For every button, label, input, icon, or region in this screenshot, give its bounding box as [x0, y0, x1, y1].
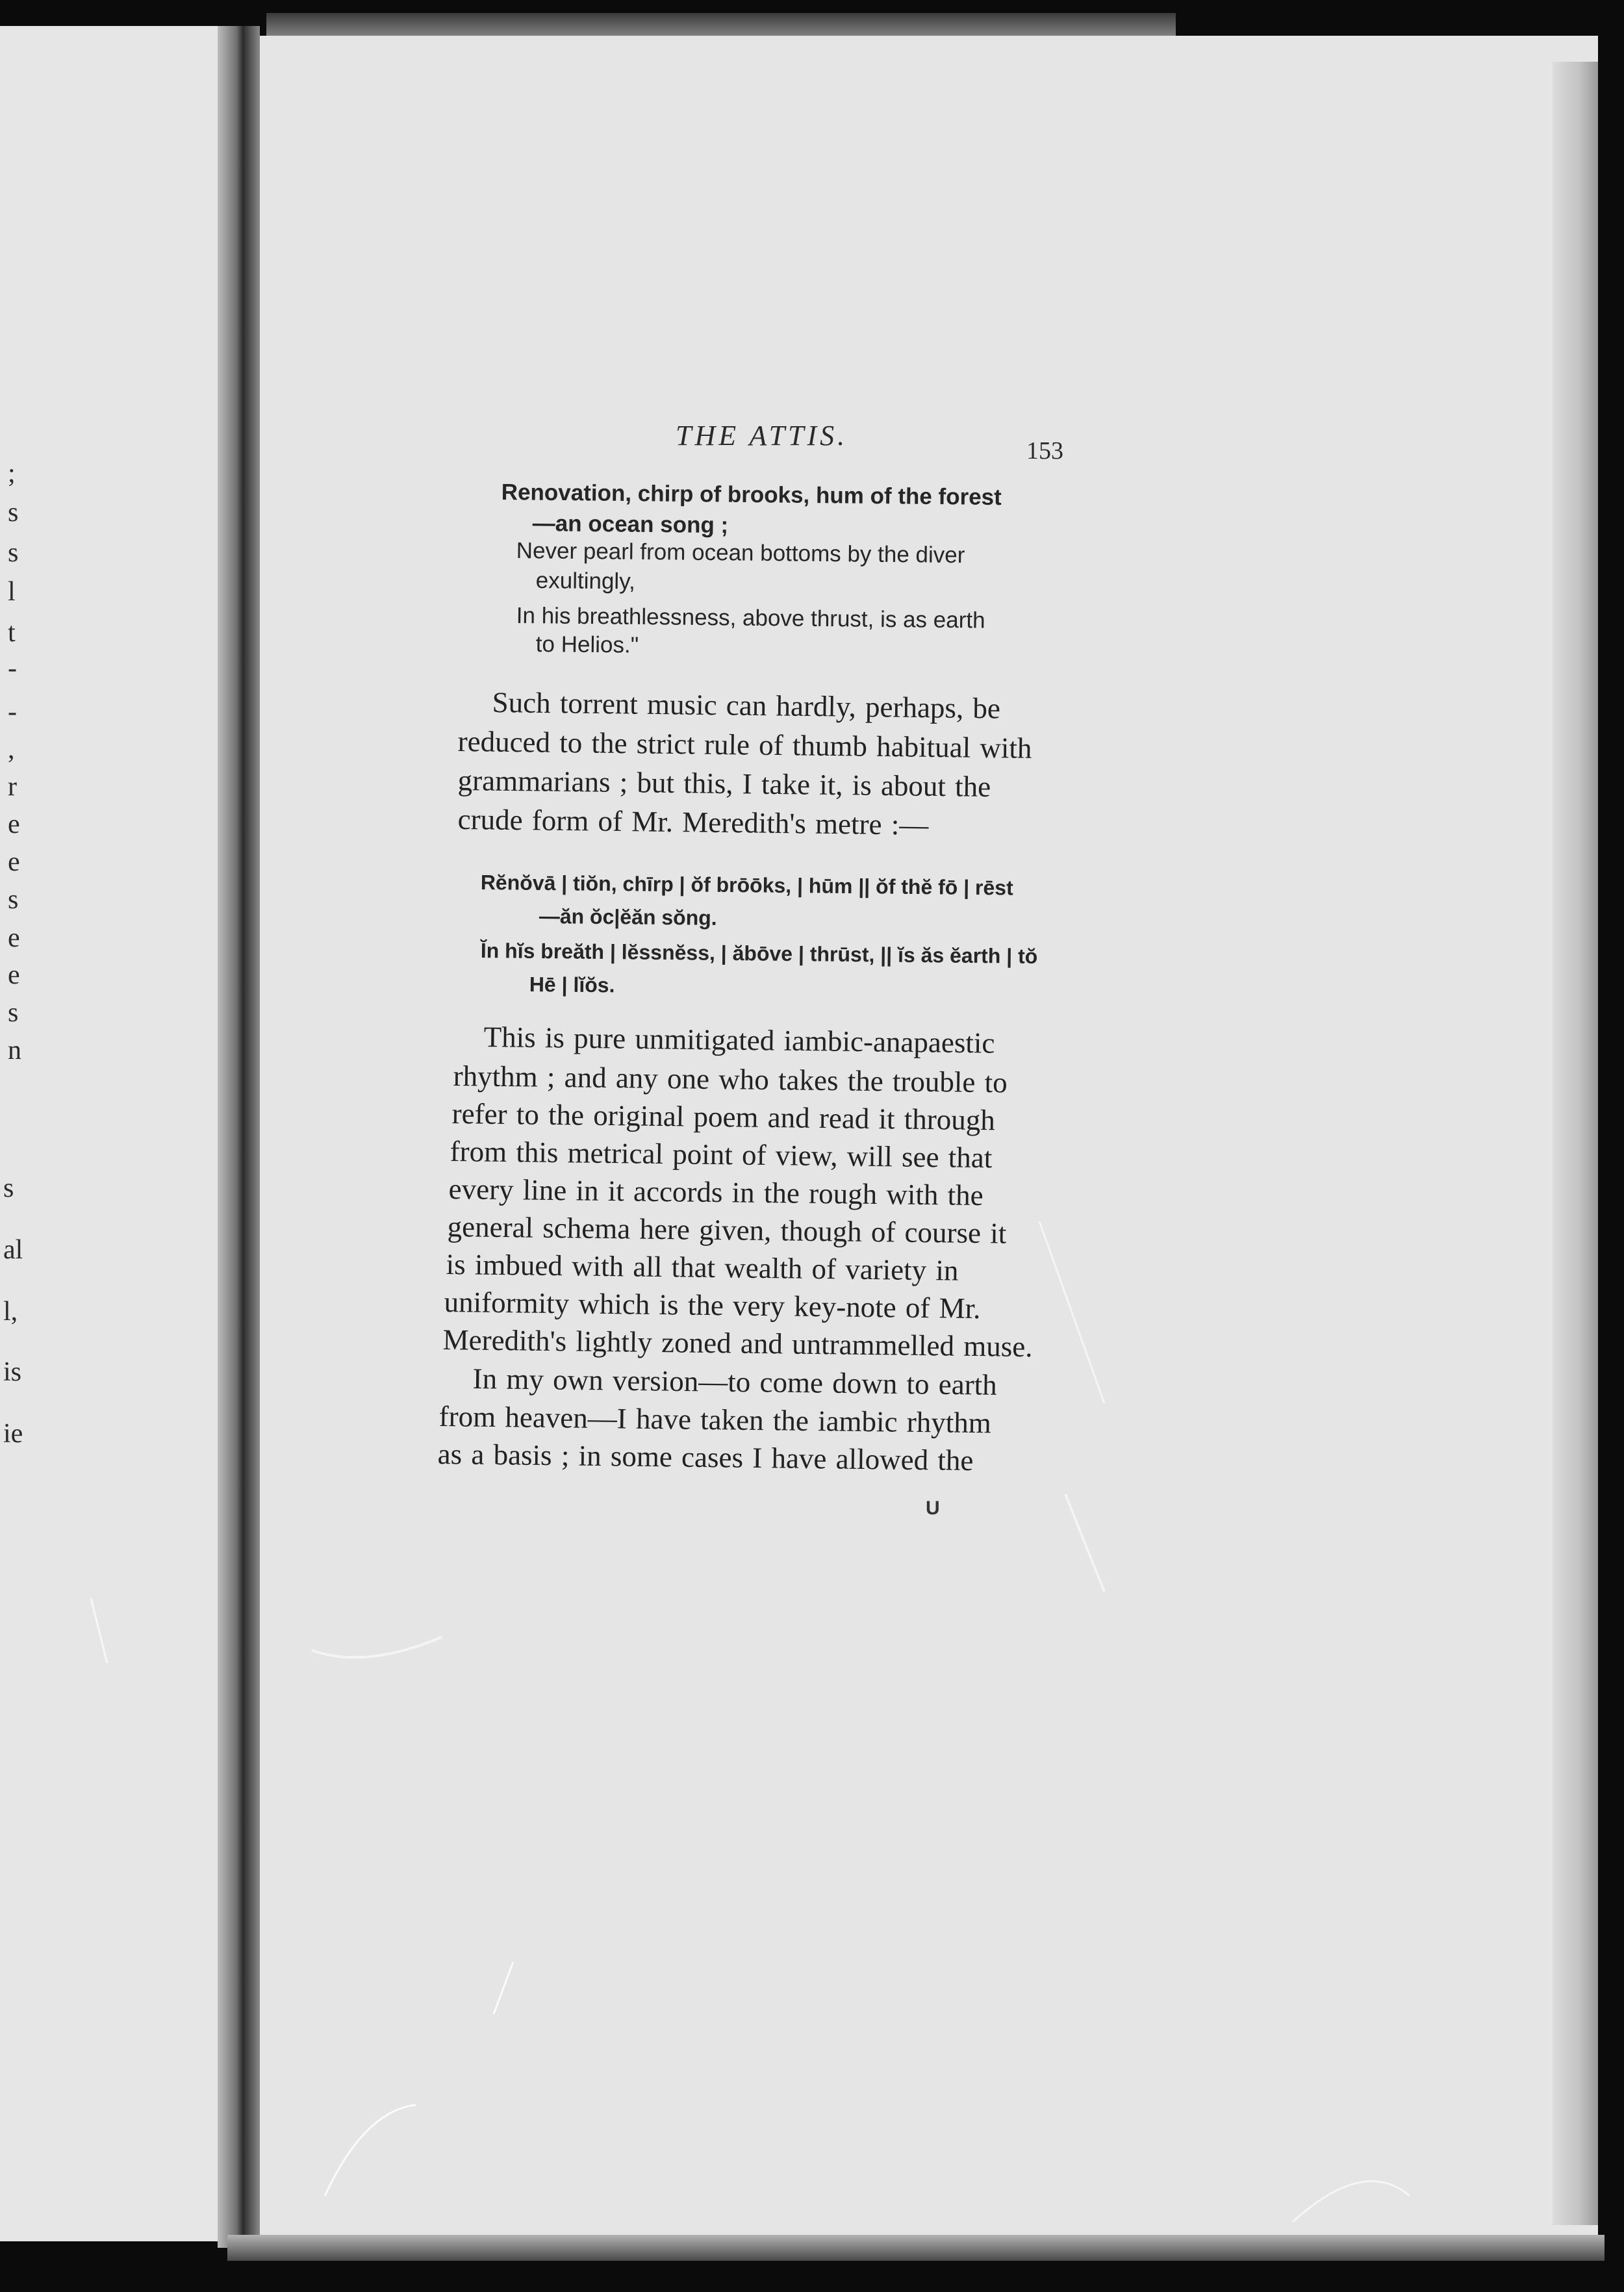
scratch-mark: [1039, 1221, 1104, 1403]
paragraph-line: rhythm ; and any one who takes the trouble to: [453, 1059, 1008, 1099]
paragraph-line: every line in it accords in the rough with the: [448, 1172, 983, 1212]
left-page-fragment: ,: [8, 735, 15, 765]
paragraph-line: uniformity which is the very key-note of Mr.: [444, 1285, 981, 1325]
scansion-line: Hē | lĭŏs.: [529, 973, 615, 997]
left-page-fragment: l: [8, 577, 16, 607]
left-page-fragment: t: [8, 618, 16, 648]
paragraph-line: grammarians ; but this, I take it, is about the: [457, 763, 991, 804]
quote-line: In his breathlessness, above thrust, is as earth: [516, 603, 985, 633]
left-page-fragment: e: [8, 847, 20, 877]
paragraph-line: from heaven—I have taken the iambic rhythm: [438, 1400, 992, 1440]
left-page-fragment: n: [8, 1036, 21, 1065]
left-page-fragment: s: [8, 998, 19, 1028]
quote-line: Never pearl from ocean bottoms by the diver: [516, 538, 965, 568]
scratch-mark: [91, 1598, 107, 1663]
left-page-fragment: s: [8, 498, 19, 528]
paragraph-line: as a basis ; in some cases I have allowed the: [437, 1438, 974, 1477]
left-page-fragment: s: [8, 885, 19, 915]
paragraph-line: Meredith's lightly zoned and untrammelled muse.: [442, 1323, 1033, 1364]
scratch-mark: [1065, 1494, 1104, 1592]
paragraph-line: This is pure unmitigated iambic-anapaestic: [483, 1020, 995, 1060]
left-page-fragment: ie: [3, 1419, 23, 1449]
running-head: THE ATTIS.: [676, 420, 848, 452]
scansion-line: Rĕnŏvā | tiŏn, chīrp | ŏf brōōks, | hūm || ŏf thĕ fō | rēst: [480, 871, 1013, 900]
signature-mark: U: [926, 1497, 940, 1519]
scratch-mark: [312, 1637, 442, 1657]
quote-line: Renovation, chirp of brooks, hum of the forest: [501, 479, 1002, 511]
scansion-line: —ăn ŏc|ĕăn sŏng.: [539, 904, 717, 930]
scratch-mark: [1293, 2182, 1410, 2222]
page-number: 153: [1026, 437, 1063, 465]
left-page-fragment: al: [3, 1235, 23, 1265]
paragraph-line: general schema here given, though of course it: [447, 1210, 1007, 1250]
scansion-line: Ĭn hĭs breăth | lĕssnĕss, | ăbōve | thrūst, || ĭs ăs ĕarth | tŏ: [480, 939, 1038, 968]
paragraph-line: from this metrical point of view, will see that: [450, 1134, 993, 1175]
left-page-fragment: e: [8, 809, 20, 839]
quote-line: exultingly,: [535, 568, 636, 594]
quote-line: to Helios.": [535, 631, 639, 658]
scratch-mark: [325, 2105, 416, 2196]
left-page-fragment: ;: [8, 459, 16, 489]
left-page-fragment: s: [3, 1173, 14, 1203]
left-page-fragment: -: [8, 654, 17, 683]
paragraph-line: Such torrent music can hardly, perhaps, be: [492, 685, 1001, 725]
quote-line: —an ocean song ;: [532, 511, 729, 539]
left-page-fragment: -: [8, 697, 17, 727]
paragraph-line: refer to the original poem and read it through: [451, 1097, 996, 1137]
left-page-fragment: s: [8, 538, 19, 568]
left-page-fragment: e: [8, 960, 20, 990]
left-page-fragment: r: [8, 772, 17, 802]
left-page-fragment: l,: [3, 1297, 18, 1327]
paragraph-line: In my own version—to come down to earth: [472, 1362, 998, 1401]
left-page-fragment: e: [8, 923, 20, 953]
paragraph-line: crude form of Mr. Meredith's metre :—: [457, 802, 929, 841]
left-page-fragment: is: [3, 1357, 22, 1387]
scratch-mark: [494, 1962, 513, 2014]
paragraph-line: reduced to the strict rule of thumb habitual with: [457, 724, 1032, 765]
paragraph-line: is imbued with all that wealth of variety in: [446, 1247, 959, 1287]
